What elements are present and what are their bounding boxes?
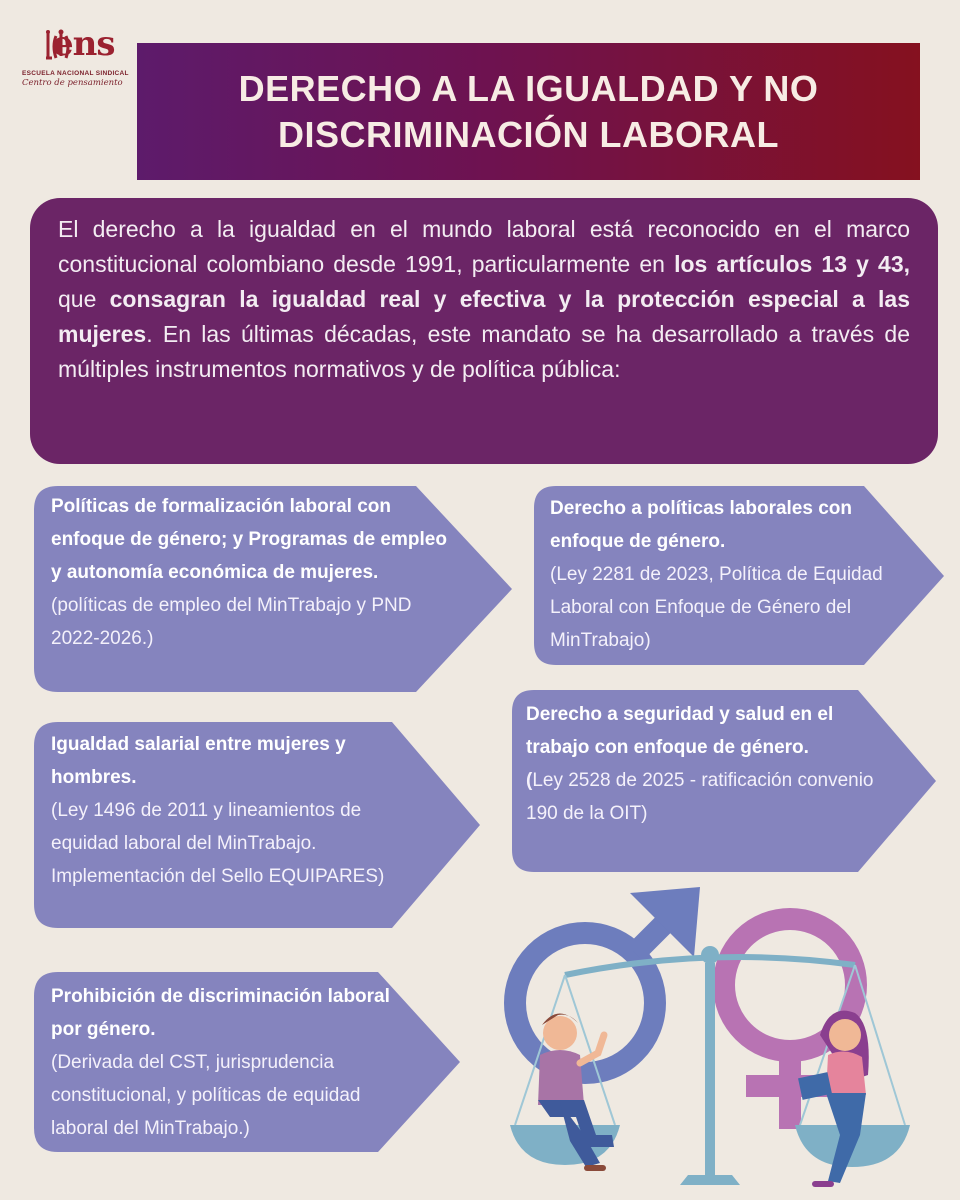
card-heading: Igualdad salarial entre mujeres y hombres. <box>51 734 346 788</box>
card-heading: Prohibición de discriminación laboral por género. <box>51 986 390 1040</box>
card-heading: Políticas de formalización laboral con enfoque de género; y Programas de empleo y autonomía económica de mujeres. <box>51 496 447 583</box>
card-note: (políticas de empleo del MinTrabajo y PND 2022-2026.) <box>51 595 412 649</box>
card-politicas <box>534 486 946 665</box>
card-note-paren: ( <box>526 770 533 791</box>
card-prohibicion <box>34 972 462 1152</box>
intro-bold-articles: los artículos 13 y 43, <box>674 251 910 277</box>
card-heading: Derecho a políticas laborales con enfoque de género. <box>550 498 852 552</box>
card-note-wrap <box>526 764 876 830</box>
male-symbol-icon <box>515 887 700 1073</box>
intro-text-2: que <box>58 286 110 312</box>
card-note: (Ley 1496 de 2011 y lineamientos de equidad laboral del MinTrabajo. Implementación del Sello EQUIPARES) <box>51 800 385 887</box>
card-salarial <box>34 722 482 928</box>
logo-wordmark: ens <box>52 24 115 64</box>
logo-subtitle: ESCUELA NACIONAL SINDICAL <box>22 70 129 77</box>
intro-text-1: El derecho a la igualdad en el mundo laboral está reconocido en el marco constitucional colombiano desde 1991, particularmente en <box>58 216 910 277</box>
card-note: Ley 2528 de 2025 - ratificación convenio 190 de la OIT) <box>526 770 874 824</box>
card-formalizacion <box>34 486 516 692</box>
card-note: (Ley 2281 de 2023, Política de Equidad Laboral con Enfoque de Género del MinTrabajo) <box>550 564 883 651</box>
page-title: DERECHO A LA IGUALDAD Y NO DISCRIMINACIÓN LABORAL <box>238 67 819 155</box>
intro-text-3: . En las últimas décadas, este mandato se ha desarrollado a través de múltiples instrumentos normativos y de política pública: <box>58 321 910 382</box>
intro-bold-consagran: consagran la igualdad real y efectiva y la protección especial a las mujeres <box>58 286 911 347</box>
card-heading: Derecho a seguridad y salud en el trabajo con enfoque de género. <box>526 704 834 758</box>
gender-equality-illustration <box>500 885 940 1200</box>
intro-box <box>30 198 938 464</box>
card-seguridad <box>512 690 938 872</box>
logo-tagline: Centro de pensamiento <box>22 78 123 88</box>
title-banner <box>137 43 920 180</box>
card-note: (Derivada del CST, jurisprudencia constitucional, y políticas de equidad laboral del MinTrabajo.) <box>51 1052 361 1139</box>
ens-logo <box>12 24 129 88</box>
